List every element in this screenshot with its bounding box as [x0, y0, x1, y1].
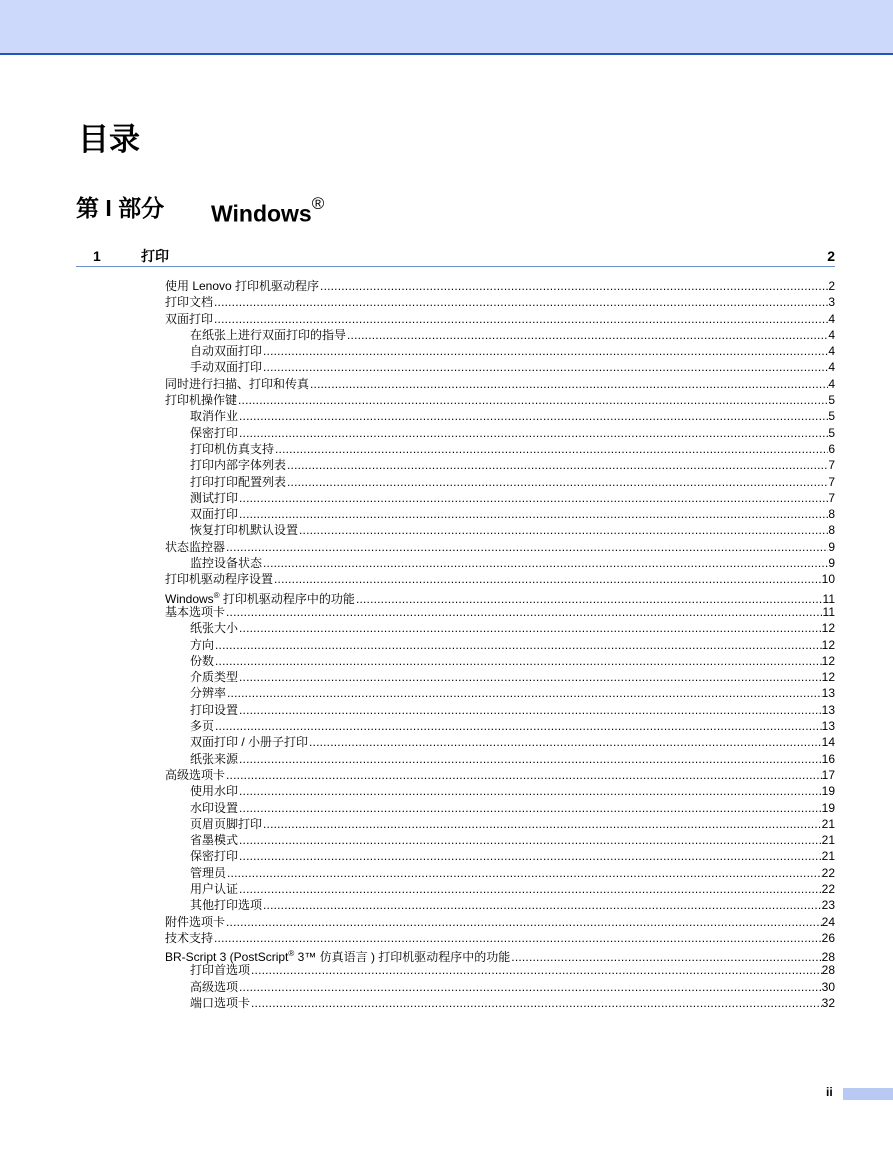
- dot-leader: [238, 881, 822, 897]
- toc-entry-page: 13: [821, 686, 835, 701]
- chapter-title: 打印: [141, 248, 169, 264]
- toc-entry[interactable]: [165, 474, 835, 490]
- toc-entry-page: 8: [828, 523, 835, 538]
- toc-entry-title-text: 3™ 仿真语言 ) 打印机驱动程序中的功能: [294, 950, 511, 965]
- toc-entry-page: 5: [828, 409, 835, 424]
- toc-entry-title: [190, 800, 238, 816]
- toc-entry[interactable]: [165, 311, 835, 327]
- toc-entry-title-text: 双面打印: [190, 507, 239, 522]
- toc-entry-title: [190, 995, 250, 1011]
- dot-leader: [238, 832, 822, 848]
- toc-entry-title: [165, 376, 309, 392]
- page-number: ii: [826, 1085, 833, 1099]
- toc-entry-title: [190, 702, 238, 718]
- dot-leader: [225, 914, 822, 930]
- toc-entry-title-text: 打印机驱动程序中的功能: [219, 591, 355, 606]
- toc-entry-title: [190, 425, 238, 441]
- toc-entry-title-text: 双面打印 / 小册子打印: [190, 735, 309, 750]
- toc-entry[interactable]: [165, 653, 835, 669]
- toc-entry-title-text: 同时进行扫描、打印和传真: [165, 376, 310, 391]
- toc-entry[interactable]: [165, 914, 835, 930]
- toc-entry-title: [190, 490, 238, 506]
- dot-leader: [214, 718, 822, 734]
- table-of-contents: [165, 278, 835, 1011]
- page-corner-tab: [843, 1088, 893, 1100]
- toc-entry-page: 24: [821, 914, 835, 929]
- toc-entry-title: [165, 767, 225, 783]
- toc-entry-page: 12: [821, 621, 835, 636]
- toc-entry-title: [190, 734, 308, 750]
- toc-entry-page: 14: [821, 735, 835, 750]
- toc-entry-title-text: 水印设置: [190, 800, 239, 815]
- dot-leader: [213, 311, 828, 327]
- toc-entry-title-text: 用户认证: [190, 881, 239, 896]
- dot-leader: [213, 294, 828, 310]
- dot-leader: [238, 506, 828, 522]
- toc-entry-title: [190, 816, 262, 832]
- toc-entry-title-text: 手动双面打印: [190, 360, 263, 375]
- toc-entry-title: [190, 832, 238, 848]
- toc-entry-title: [190, 751, 238, 767]
- dot-leader: [273, 571, 822, 587]
- dot-leader: [238, 848, 822, 864]
- toc-entry-title: [165, 392, 237, 408]
- toc-entry-title: [190, 457, 286, 473]
- toc-entry-page: 4: [828, 311, 835, 326]
- toc-entry-title-text: 附件选项卡: [165, 914, 226, 929]
- dot-leader: [309, 376, 828, 392]
- dot-leader: [226, 685, 822, 701]
- toc-entry-title: [190, 653, 214, 669]
- dot-leader: [238, 425, 828, 441]
- toc-entry-page: 19: [821, 800, 835, 815]
- dot-leader: [274, 441, 828, 457]
- toc-entry-title-text: 打印首选项: [190, 963, 251, 978]
- dot-leader: [238, 702, 822, 718]
- toc-entry-page: 11: [822, 591, 835, 606]
- toc-entry-title-text: 取消作业: [190, 409, 239, 424]
- toc-entry-page: 12: [821, 670, 835, 685]
- toc-entry[interactable]: [165, 865, 835, 881]
- toc-entry[interactable]: [165, 506, 835, 522]
- toc-entry-title: [190, 669, 238, 685]
- toc-entry[interactable]: [165, 800, 835, 816]
- toc-entry-page: 19: [821, 784, 835, 799]
- toc-entry-page: 3: [828, 295, 835, 310]
- toc-entry[interactable]: [165, 848, 835, 864]
- document-title: 目录: [78, 122, 140, 157]
- toc-entry[interactable]: [165, 881, 835, 897]
- dot-leader: [286, 474, 828, 490]
- toc-entry-title-text: 其他打印选项: [190, 898, 263, 913]
- toc-entry-page: 26: [821, 930, 835, 945]
- dot-leader: [237, 392, 828, 408]
- dot-leader: [286, 457, 828, 473]
- toc-entry-title-text: 技术支持: [165, 930, 214, 945]
- dot-leader: [346, 327, 828, 343]
- toc-entry-title-text: 份数: [190, 653, 215, 668]
- toc-entry[interactable]: [165, 637, 835, 653]
- toc-entry-title-text: 纸张来源: [190, 751, 239, 766]
- toc-entry[interactable]: [165, 979, 835, 995]
- toc-entry-title: [190, 685, 226, 701]
- toc-entry-title: [190, 848, 238, 864]
- toc-entry[interactable]: [165, 897, 835, 913]
- dot-leader: [238, 490, 828, 506]
- toc-entry-title: [190, 327, 346, 343]
- toc-entry[interactable]: [165, 441, 835, 457]
- toc-entry-title-text: 介质类型: [190, 670, 239, 685]
- toc-entry-title: [165, 539, 225, 555]
- toc-entry-page: 22: [821, 881, 835, 896]
- registered-mark: ®: [311, 194, 325, 213]
- toc-entry-title: [190, 979, 238, 995]
- toc-entry[interactable]: [165, 620, 835, 636]
- toc-entry-title-text: 高级选项: [190, 979, 239, 994]
- part-name: [211, 190, 324, 232]
- dot-leader: [308, 734, 822, 750]
- toc-entry[interactable]: [165, 783, 835, 799]
- toc-entry[interactable]: [165, 425, 835, 441]
- toc-entry[interactable]: [165, 734, 835, 750]
- dot-leader: [238, 979, 822, 995]
- toc-entry-page: 13: [821, 702, 835, 717]
- dot-leader: [262, 359, 828, 375]
- toc-entry-title-text: 使用水印: [190, 784, 239, 799]
- toc-entry[interactable]: [165, 832, 835, 848]
- toc-entry-title: [190, 637, 214, 653]
- toc-entry-page: 4: [828, 344, 835, 359]
- toc-entry-title-text: 纸张大小: [190, 621, 239, 636]
- toc-entry-page: 2: [828, 279, 835, 293]
- toc-entry-page: 23: [821, 898, 835, 913]
- dot-leader: [214, 637, 822, 653]
- chapter-page-number: 2: [827, 248, 835, 264]
- dot-leader: [225, 604, 823, 620]
- toc-entry-page: 13: [821, 719, 835, 734]
- toc-entry-page: 21: [821, 833, 835, 848]
- toc-entry-page: 4: [828, 327, 835, 342]
- dot-leader: [262, 816, 822, 832]
- toc-entry-title-text: 打印机仿真支持: [190, 441, 275, 456]
- toc-entry-title: [190, 555, 262, 571]
- toc-entry-title-text: 端口选项卡: [190, 996, 251, 1011]
- dot-leader: [238, 408, 828, 424]
- toc-entry-title: [190, 718, 214, 734]
- toc-entry-page: 28: [821, 963, 835, 978]
- toc-entry-page: 11: [822, 604, 835, 619]
- toc-entry-title-text: 监控设备状态: [190, 556, 263, 571]
- toc-entry-title: [190, 620, 238, 636]
- toc-entry-page: 16: [821, 751, 835, 766]
- toc-entry-title: [165, 930, 213, 946]
- toc-entry[interactable]: [165, 604, 835, 620]
- dot-leader: [213, 930, 822, 946]
- toc-entry-page: 32: [821, 996, 835, 1011]
- dot-leader: [238, 800, 822, 816]
- chapter-number: 1: [93, 248, 101, 264]
- header-band: [0, 0, 893, 55]
- toc-entry-page: 21: [821, 849, 835, 864]
- toc-entry[interactable]: [165, 702, 835, 718]
- dot-leader: [238, 783, 822, 799]
- toc-entry-title: [190, 506, 238, 522]
- toc-entry-title: [190, 343, 262, 359]
- toc-entry-page: 9: [828, 539, 835, 554]
- toc-entry-title-text: 打印机操作键: [165, 393, 238, 408]
- toc-entry[interactable]: [165, 751, 835, 767]
- toc-entry[interactable]: [165, 539, 835, 555]
- toc-entry-title-text: 打印打印配置列表: [190, 474, 287, 489]
- toc-entry-title: [190, 865, 226, 881]
- toc-entry-page: 17: [821, 767, 835, 782]
- toc-entry-page: 7: [828, 474, 835, 489]
- toc-entry-page: 12: [821, 637, 835, 652]
- toc-entry[interactable]: [165, 522, 835, 538]
- dot-leader: [238, 751, 822, 767]
- toc-entry-title-text: 分辨率: [190, 686, 227, 701]
- dot-leader: [262, 897, 822, 913]
- toc-entry[interactable]: [165, 278, 835, 294]
- toc-entry-title-text: 保密打印: [190, 849, 239, 864]
- toc-entry-title-text: 多页: [190, 719, 215, 734]
- part-label: 第 I 部分: [76, 195, 165, 221]
- toc-entry[interactable]: [165, 685, 835, 701]
- toc-entry-title: [190, 962, 250, 978]
- toc-entry[interactable]: [165, 588, 835, 604]
- dot-leader: [214, 653, 822, 669]
- toc-entry[interactable]: [165, 343, 835, 359]
- toc-entry[interactable]: [165, 408, 835, 424]
- toc-entry-title: [165, 278, 319, 294]
- toc-entry-page: 5: [828, 393, 835, 408]
- toc-entry-title: [165, 294, 213, 310]
- toc-entry[interactable]: [165, 457, 835, 473]
- toc-entry-title: [190, 441, 274, 457]
- toc-entry[interactable]: [165, 946, 835, 965]
- toc-entry-title: [190, 408, 238, 424]
- toc-entry[interactable]: [165, 327, 835, 343]
- toc-entry-title-text: 测试打印: [190, 490, 239, 505]
- toc-entry-page: 30: [821, 979, 835, 994]
- toc-entry-page: 22: [821, 865, 835, 880]
- toc-entry-page: 12: [821, 653, 835, 668]
- toc-entry[interactable]: [165, 767, 835, 783]
- toc-entry[interactable]: [165, 571, 835, 587]
- toc-entry[interactable]: [165, 669, 835, 685]
- registered-mark: ®: [288, 949, 295, 959]
- toc-entry-title-text: Windows: [165, 591, 214, 606]
- toc-entry-title: [165, 311, 213, 327]
- toc-entry[interactable]: [165, 294, 835, 310]
- toc-entry-page: 7: [828, 490, 835, 505]
- dot-leader: [319, 278, 828, 294]
- toc-entry[interactable]: [165, 995, 835, 1011]
- toc-entry-page: 6: [828, 441, 835, 456]
- toc-entry[interactable]: [165, 392, 835, 408]
- toc-entry-page: 8: [828, 507, 835, 522]
- toc-entry-title: [190, 359, 262, 375]
- toc-entry-page: 28: [821, 950, 835, 965]
- toc-entry-title-text: 状态监控器: [165, 539, 226, 554]
- dot-leader: [250, 995, 822, 1011]
- toc-entry-page: 9: [828, 556, 835, 571]
- toc-entry-title-text: 方向: [190, 637, 215, 652]
- chapter-entry[interactable]: [76, 246, 835, 267]
- toc-entry-title-text: 双面打印: [165, 311, 214, 326]
- toc-entry-title-text: 保密打印: [190, 425, 239, 440]
- toc-entry-title-text: 打印内部字体列表: [190, 458, 287, 473]
- dot-leader: [298, 522, 828, 538]
- toc-entry[interactable]: [165, 962, 835, 978]
- toc-entry-title-text: 打印设置: [190, 702, 239, 717]
- part-name-text: Windows: [211, 200, 312, 227]
- dot-leader: [226, 865, 822, 881]
- toc-entry-title-text: 高级选项卡: [165, 767, 226, 782]
- toc-entry-title-text: 省墨模式: [190, 833, 239, 848]
- toc-entry-title-text: 管理员: [190, 865, 227, 880]
- toc-entry-title: [165, 604, 225, 620]
- toc-entry[interactable]: [165, 816, 835, 832]
- toc-entry-title-text: 页眉页脚打印: [190, 816, 263, 831]
- toc-entry-title-text: 打印机驱动程序设置: [165, 572, 274, 587]
- toc-entry-title: [190, 881, 238, 897]
- toc-entry[interactable]: [165, 718, 835, 734]
- dot-leader: [225, 539, 828, 555]
- dot-leader: [225, 767, 822, 783]
- dot-leader: [238, 669, 822, 685]
- toc-entry[interactable]: [165, 359, 835, 375]
- toc-entry-title-text: 打印文档: [165, 295, 214, 310]
- toc-entry-title-text: 自动双面打印: [190, 344, 263, 359]
- toc-entry-title: [165, 571, 273, 587]
- toc-entry-title-text: 恢复打印机默认设置: [190, 523, 299, 538]
- toc-entry-page: 21: [821, 816, 835, 831]
- toc-entry-page: 5: [828, 425, 835, 440]
- toc-entry[interactable]: [165, 490, 835, 506]
- toc-entry-title-text: 使用 Lenovo 打印机驱动程序: [165, 279, 320, 293]
- toc-entry[interactable]: [165, 555, 835, 571]
- toc-entry-title: [190, 474, 286, 490]
- toc-entry-title-text: BR-Script 3 (PostScript: [165, 950, 289, 965]
- dot-leader: [238, 620, 822, 636]
- toc-entry-page: 10: [821, 572, 835, 587]
- toc-entry-title-text: 在纸张上进行双面打印的指导: [190, 327, 347, 342]
- toc-entry-page: 4: [828, 360, 835, 375]
- registered-mark: ®: [213, 590, 220, 600]
- toc-entry[interactable]: [165, 930, 835, 946]
- dot-leader: [250, 962, 822, 978]
- toc-entry[interactable]: [165, 376, 835, 392]
- toc-entry-title: [190, 522, 298, 538]
- dot-leader: [262, 343, 828, 359]
- toc-entry-page: 7: [828, 458, 835, 473]
- toc-entry-title: [190, 897, 262, 913]
- toc-entry-page: 4: [828, 376, 835, 391]
- toc-entry-title: [165, 914, 225, 930]
- toc-entry-title-text: 基本选项卡: [165, 604, 226, 619]
- dot-leader: [262, 555, 828, 571]
- toc-entry-title: [190, 783, 238, 799]
